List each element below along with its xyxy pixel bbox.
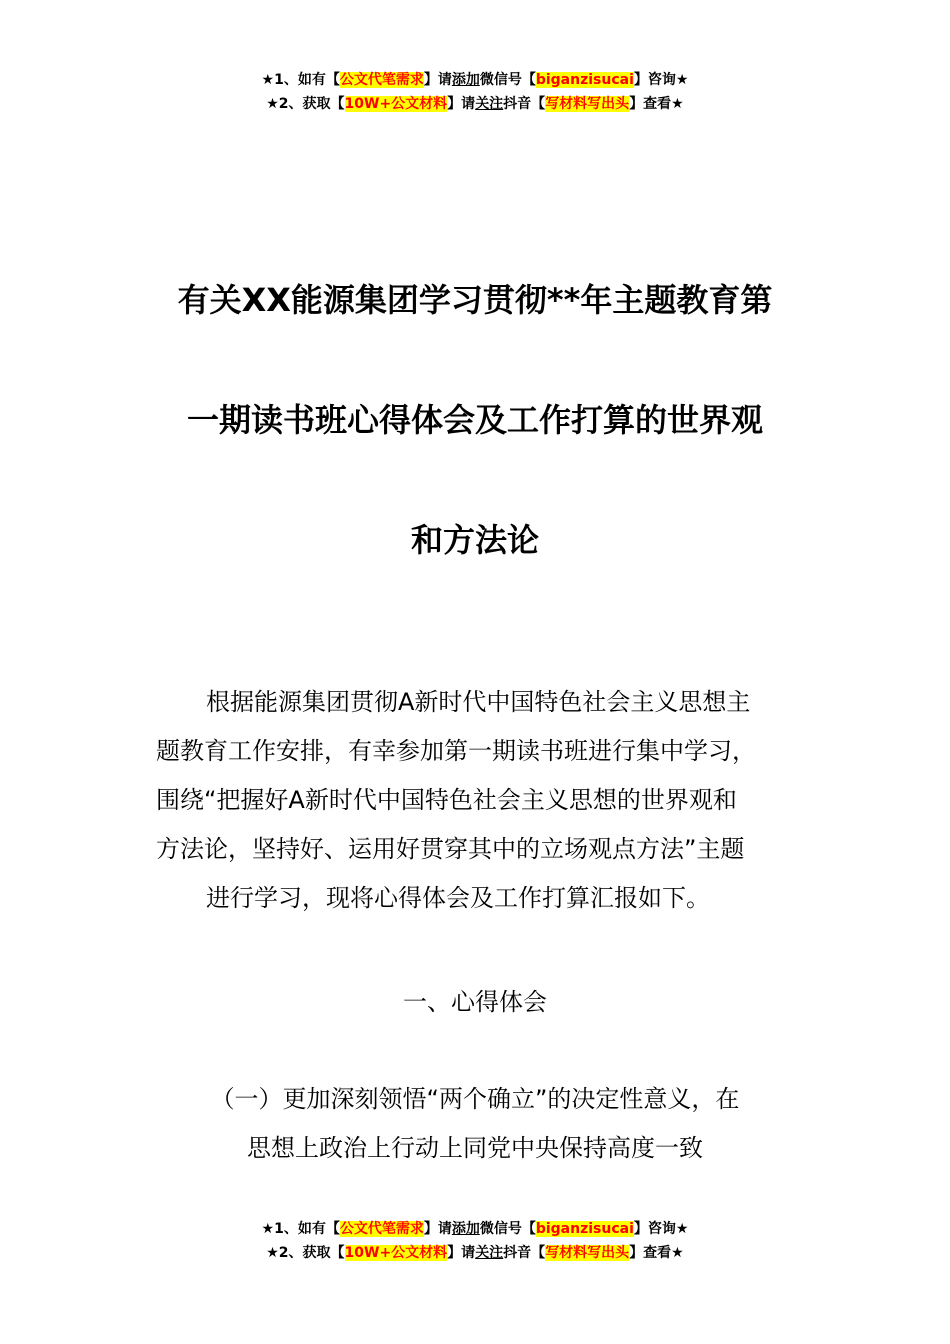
document-title bbox=[150, 240, 800, 600]
promo-line-2 bbox=[0, 1241, 950, 1265]
promo-highlight: 10W+公文材料 bbox=[344, 1245, 448, 1261]
title-line: 一期读书班心得体会及工作打算的世界观 bbox=[186, 401, 763, 439]
promo-text: 微信号【 bbox=[479, 72, 536, 88]
promo-line-1 bbox=[0, 1217, 950, 1241]
section-heading: 一、心得体会 bbox=[403, 988, 547, 1016]
title-line: 有关XX能源集团学习贯彻**年主题教育第 bbox=[177, 281, 773, 319]
intro-paragraph bbox=[156, 678, 796, 923]
promo-text: 】查看★ bbox=[629, 96, 684, 112]
title-line: 和方法论 bbox=[410, 521, 539, 559]
promo-text: ★2、获取【 bbox=[266, 1245, 345, 1261]
promo-highlight: biganzisucai bbox=[535, 72, 634, 88]
subsection-heading bbox=[0, 1075, 950, 1173]
promo-text: 】咨询★ bbox=[633, 1221, 689, 1237]
subsection-line: 思想上政治上行动上同党中央保持高度一致 bbox=[247, 1134, 703, 1162]
promo-banner-bottom bbox=[0, 1217, 950, 1265]
promo-line-1 bbox=[0, 68, 950, 92]
paragraph-line: 根据能源集团贯彻A新时代中国特色社会主义思想主 bbox=[206, 688, 751, 716]
paragraph-line: 题教育工作安排，有幸参加第一期读书班进行集中学习， bbox=[156, 737, 756, 765]
promo-highlight: biganzisucai bbox=[535, 1221, 634, 1237]
promo-highlight: 公文代笔需求 bbox=[339, 1221, 424, 1237]
promo-text: 】请 bbox=[423, 72, 452, 88]
promo-text: 】查看★ bbox=[629, 1245, 684, 1261]
promo-text: 抖音【 bbox=[503, 96, 546, 112]
promo-text: 】请 bbox=[447, 1245, 476, 1261]
subsection-line: （一）更加深刻领悟“两个确立”的决定性意义，在 bbox=[210, 1085, 740, 1113]
promo-underlined: 关注 bbox=[475, 96, 504, 112]
promo-text: ★1、如有【 bbox=[261, 1221, 340, 1237]
promo-underlined: 关注 bbox=[475, 1245, 504, 1261]
promo-underlined: 添加 bbox=[451, 72, 480, 88]
promo-text: 抖音【 bbox=[503, 1245, 546, 1261]
promo-text: 】咨询★ bbox=[633, 72, 689, 88]
promo-line-2 bbox=[0, 92, 950, 116]
promo-highlight: 写材料写出头 bbox=[545, 1245, 630, 1261]
promo-text: 】请 bbox=[447, 96, 476, 112]
promo-highlight: 公文代笔需求 bbox=[339, 72, 424, 88]
paragraph-line: 围绕“把握好A新时代中国特色社会主义思想的世界观和 bbox=[156, 786, 737, 814]
promo-banner-top bbox=[0, 68, 950, 116]
promo-highlight: 10W+公文材料 bbox=[344, 96, 448, 112]
paragraph-line: 方法论，坚持好、运用好贯穿其中的立场观点方法”主题 bbox=[156, 835, 745, 863]
paragraph-line: 进行学习，现将心得体会及工作打算汇报如下。 bbox=[206, 884, 710, 912]
promo-text: 微信号【 bbox=[479, 1221, 536, 1237]
promo-underlined: 添加 bbox=[451, 1221, 480, 1237]
promo-highlight: 写材料写出头 bbox=[545, 96, 630, 112]
promo-text: ★2、获取【 bbox=[266, 96, 345, 112]
promo-text: 】请 bbox=[423, 1221, 452, 1237]
promo-text: ★1、如有【 bbox=[261, 72, 340, 88]
